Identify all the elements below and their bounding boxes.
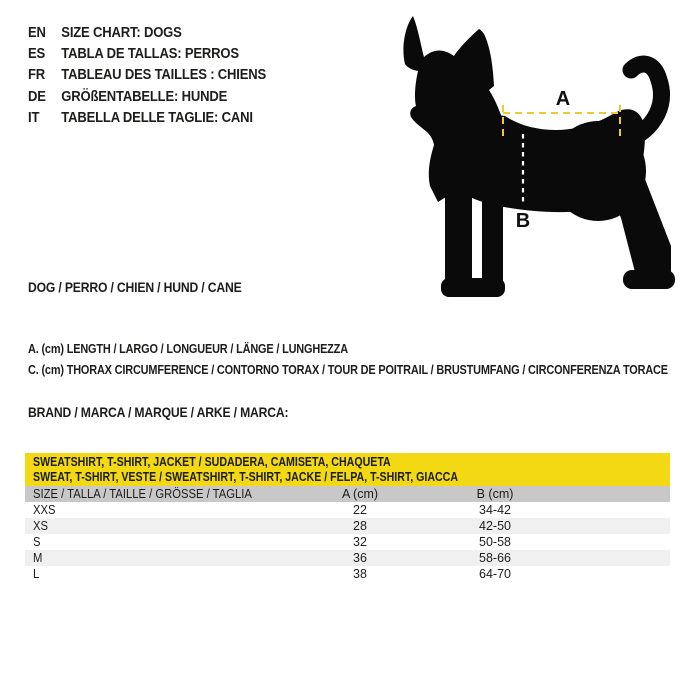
measure-label-b: B: [515, 210, 531, 232]
language-code: IT: [28, 110, 40, 127]
table-row: [25, 502, 670, 518]
column-header-a: A (cm): [341, 487, 379, 501]
size-table-title: [25, 453, 670, 486]
brand-caption: BRAND / MARCA / MARQUE / ARKE / MARCA:: [28, 404, 289, 420]
table-row: [25, 534, 670, 550]
size-table-title-line1: SWEATSHIRT, T-SHIRT, JACKET / SUDADERA, CAMISETA, CHAQUETA: [33, 455, 391, 469]
size-table-header-row: [25, 486, 670, 502]
language-title: SIZE CHART: DOGS: [61, 24, 182, 41]
size-value: S: [33, 535, 41, 549]
language-title: TABLA DE TALLAS: PERROS: [61, 46, 239, 63]
a-value: 28: [353, 519, 367, 533]
b-value: 58-66: [479, 551, 511, 565]
language-title: TABLEAU DES TAILLES : CHIENS: [61, 67, 267, 84]
language-row: [28, 22, 266, 43]
table-row: [25, 566, 670, 582]
b-value: 64-70: [479, 567, 511, 581]
language-code: ES: [28, 46, 46, 63]
size-value: XS: [33, 519, 49, 533]
b-value: 42-50: [479, 519, 511, 533]
table-row: [25, 518, 670, 534]
table-row: [25, 550, 670, 566]
language-row: [28, 43, 266, 64]
language-title: GRÖßENTABELLE: HUNDE: [61, 88, 228, 105]
size-table: [25, 453, 670, 582]
animal-caption: DOG / PERRO / CHIEN / HUND / CANE: [28, 279, 242, 295]
a-value: 22: [353, 503, 367, 517]
a-value: 38: [353, 567, 367, 581]
a-value: 36: [353, 551, 367, 565]
dog-silhouette-icon: [393, 6, 695, 298]
size-value: L: [33, 567, 40, 581]
language-row: [28, 86, 266, 107]
a-value: 32: [353, 535, 367, 549]
dog-measurement-diagram: [393, 6, 695, 298]
language-code: EN: [28, 24, 46, 41]
dog-tail: [631, 64, 661, 138]
size-value: M: [33, 551, 43, 565]
b-value: 50-58: [479, 535, 511, 549]
dog-body-shapes: [403, 16, 675, 297]
note-length: A. (cm) LENGTH / LARGO / LONGUEUR / LÄNGE / LUNGHEZZA: [28, 341, 348, 356]
size-value: XXS: [33, 503, 56, 517]
column-header-b: B (cm): [476, 487, 514, 501]
language-code: DE: [28, 88, 46, 105]
size-table-title-line2: SWEAT, T-SHIRT, VESTE / SWEATSHIRT, T-SHIRT, JACKE / FELPA, T-SHIRT, GIACCA: [33, 470, 459, 484]
language-title: TABELLA DELLE TAGLIE: CANI: [61, 110, 253, 127]
note-thorax: C. (cm) THORAX CIRCUMFERENCE / CONTORNO TORAX / TOUR DE POITRAIL / BRUSTUMFANG / CIRCONFERENZA TORACE: [28, 362, 668, 377]
column-header-size: SIZE / TALLA / TAILLE / GRÖSSE / TAGLIA: [33, 487, 252, 501]
language-row: [28, 108, 266, 129]
language-title-list: [28, 22, 292, 129]
language-row: [28, 65, 266, 86]
measure-label-a: A: [555, 88, 571, 110]
b-value: 34-42: [479, 503, 511, 517]
language-code: FR: [28, 67, 46, 84]
